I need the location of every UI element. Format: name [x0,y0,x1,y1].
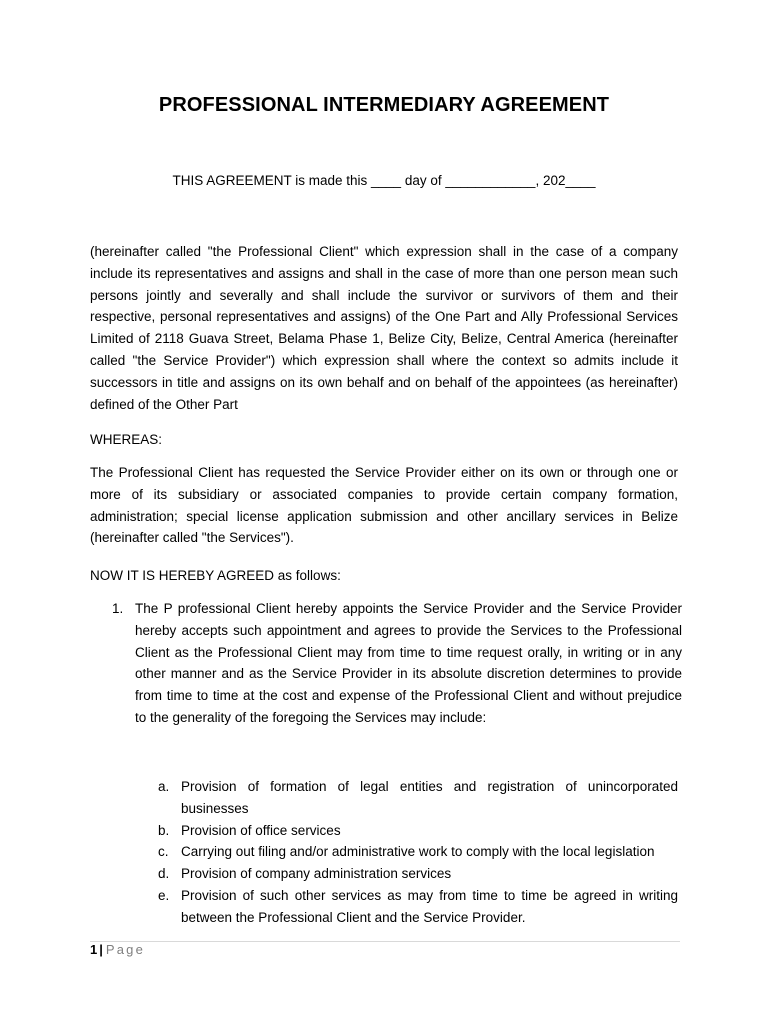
list-item [150,863,678,885]
page-word: Page [105,942,146,957]
list-item-text: Provision of company administration services [181,866,452,882]
list-item-letter: d. [158,866,170,882]
footer-divider [90,941,680,942]
list-item-letter: a. [158,779,170,794]
clause-1-text: The P professional Client hereby appoints the Service Provider and the Service Provider hereby accepts such appointment and agrees to provide the Services to the Professional Client as the Professional Client may from time to time request orally, in writing or in any other manner and as the Service Provider in its absolute discretion determines to provide from time to time at the cost and expense of the Professional Client and without prejudice to the generality of the foregoing the Services may include: [135,601,682,725]
list-item-letter: b. [158,822,170,838]
services-list [150,776,678,929]
parties-paragraph: (hereinafter called "the Professional Client" which expression shall in the case of a company include its representatives and assigns and shall in the case of more than one person mean such persons jointly and severally and shall include the survivor or survivors of them and their respective, personal representatives and assigns) of the One Part and Ally Professional Services Limited of 2118 Guava Street, Belama Phase 1, Belize City, Belize, Central America (hereinafter called "the Service Provider") which expression shall where the context so admits include it successors in title and assigns on its own behalf and on behalf of the appointees (as hereinafter) defined of the Other Part [90,244,678,412]
page-footer [90,942,145,957]
clause-1 [90,598,682,729]
list-item-letter: e. [158,887,170,903]
whereas-heading: WHEREAS: [90,432,163,447]
list-item [150,776,678,820]
list-item-text: Provision of formation of legal entities and registration of unincorporated businesses [181,779,678,816]
list-item-text: Provision of office services [181,822,341,838]
list-item [150,885,678,929]
page-number: 1 [90,942,98,957]
clause-1-number: 1. [112,601,124,616]
list-item-text: Provision of such other services as may from time to time be agreed in writing between the Professional Client and the Service Provider. [181,887,678,925]
list-item-text: Carrying out filing and/or administrative work to comply with the local legislation [181,844,655,860]
list-item-letter: c. [158,844,169,860]
recital-paragraph: The Professional Client has requested the Service Provider either on its own or through one or more of its subsidiary or associated companies to provide certain company formation, administration; special license application submission and other ancillary services in Belize (hereinafter called "the Services"). [90,465,678,546]
footer-separator: | [99,942,103,957]
list-item [150,820,678,842]
list-item [150,841,678,863]
agreement-clause-intro: NOW IT IS HEREBY AGREED as follows: [90,568,341,583]
agreement-dateline: THIS AGREEMENT is made this ____ day of ____________, 202____ [172,173,596,188]
document-title: PROFESSIONAL INTERMEDIARY AGREEMENT [158,94,610,116]
